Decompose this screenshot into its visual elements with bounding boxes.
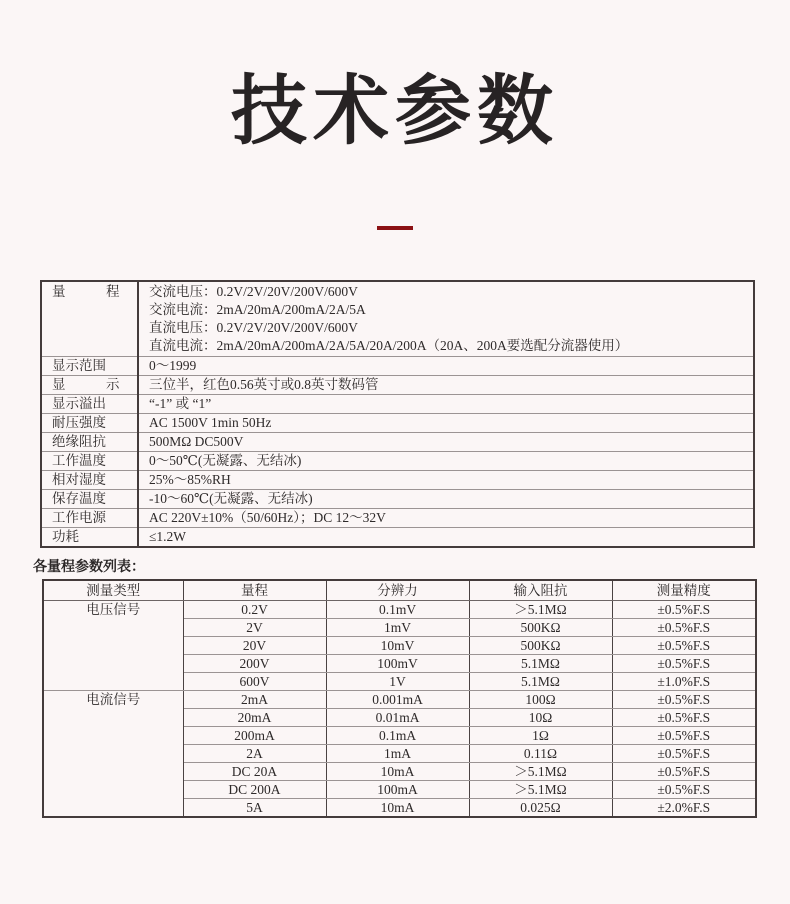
range-header-cell: 量程 (183, 580, 326, 601)
range-cell: 200mA (183, 727, 326, 745)
spec-value (138, 357, 754, 376)
range-cell: 0.01mA (326, 709, 469, 727)
spec-row (41, 433, 754, 452)
range-cell: 100Ω (469, 691, 612, 709)
range-cell: ±0.5%F.S (612, 619, 756, 637)
range-header-cell: 测量类型 (43, 580, 183, 601)
range-row (43, 601, 756, 619)
spec-row (41, 357, 754, 376)
range-header-cell: 输入阻抗 (469, 580, 612, 601)
spec-value-line: -10～60℃(无凝露、无结冰) (149, 491, 313, 506)
spec-value-line: 交流电压：0.2V/2V/20V/200V/600V (149, 284, 358, 299)
range-cell: ＞5.1MΩ (469, 763, 612, 781)
range-cell: 20V (183, 637, 326, 655)
range-cell: ±0.5%F.S (612, 655, 756, 673)
range-cell: 600V (183, 673, 326, 691)
spec-row (41, 509, 754, 528)
spec-row (41, 471, 754, 490)
spec-label: 耐压强度 (41, 414, 138, 433)
spec-value-line: 0～50℃(无凝露、无结冰) (149, 453, 302, 468)
range-cell: 1V (326, 673, 469, 691)
range-cell: 5.1MΩ (469, 655, 612, 673)
spec-value-line: 0～1999 (149, 358, 197, 373)
range-cell: 0.1mV (326, 601, 469, 619)
range-table-caption: 各量程参数列表： (33, 560, 145, 575)
range-table (42, 579, 757, 818)
range-header-cell: 分辨力 (326, 580, 469, 601)
range-cell: ±0.5%F.S (612, 691, 756, 709)
spec-value (138, 452, 754, 471)
range-cell: 0.025Ω (469, 799, 612, 818)
spec-row (41, 528, 754, 548)
range-cell: ±0.5%F.S (612, 763, 756, 781)
range-cell: 10Ω (469, 709, 612, 727)
range-cell: 0.001mA (326, 691, 469, 709)
spec-label: 显 示 (41, 376, 138, 395)
spec-value-line: 500MΩ DC500V (149, 434, 244, 449)
spec-row (41, 490, 754, 509)
range-cell: 2mA (183, 691, 326, 709)
spec-value-line: “-1” 或 “1” (149, 396, 212, 411)
spec-label: 保存温度 (41, 490, 138, 509)
range-cell: 1mV (326, 619, 469, 637)
spec-row (41, 452, 754, 471)
spec-value (138, 281, 754, 357)
range-cell: 0.11Ω (469, 745, 612, 763)
range-cell: 2A (183, 745, 326, 763)
range-cell: ±0.5%F.S (612, 727, 756, 745)
range-cell: 0.2V (183, 601, 326, 619)
spec-row (41, 281, 754, 357)
range-cell: 500KΩ (469, 619, 612, 637)
spec-value-line: 直流电流：2mA/20mA/200mA/2A/5A/20A/200A（20A、200A要选配分流器使用） (149, 338, 629, 353)
spec-label: 工作电源 (41, 509, 138, 528)
spec-row (41, 414, 754, 433)
range-cell: 500KΩ (469, 637, 612, 655)
spec-value-line: AC 1500V 1min 50Hz (149, 415, 272, 430)
range-type-cell: 电压信号 (43, 601, 183, 691)
spec-value (138, 490, 754, 509)
range-cell: 0.1mA (326, 727, 469, 745)
spec-label: 显示范围 (41, 357, 138, 376)
range-cell: ±0.5%F.S (612, 745, 756, 763)
range-cell: 2V (183, 619, 326, 637)
range-cell: 5.1MΩ (469, 673, 612, 691)
range-cell: 1Ω (469, 727, 612, 745)
spec-label: 绝缘阻抗 (41, 433, 138, 452)
range-header-row (43, 580, 756, 601)
range-cell: ±1.0%F.S (612, 673, 756, 691)
spec-label: 工作温度 (41, 452, 138, 471)
spec-value (138, 509, 754, 528)
range-cell: 5A (183, 799, 326, 818)
range-row (43, 691, 756, 709)
range-cell: ±0.5%F.S (612, 637, 756, 655)
range-cell: 10mA (326, 763, 469, 781)
red-dash-divider (377, 226, 413, 230)
spec-label: 显示溢出 (41, 395, 138, 414)
range-cell: ＞5.1MΩ (469, 601, 612, 619)
range-cell: 200V (183, 655, 326, 673)
range-cell: ＞5.1MΩ (469, 781, 612, 799)
range-cell: ±0.5%F.S (612, 601, 756, 619)
spec-value (138, 471, 754, 490)
spec-value (138, 414, 754, 433)
range-cell: 20mA (183, 709, 326, 727)
range-cell: 10mA (326, 799, 469, 818)
page (0, 69, 790, 818)
spec-label: 功耗 (41, 528, 138, 548)
range-cell: 1mA (326, 745, 469, 763)
range-cell: DC 20A (183, 763, 326, 781)
spec-table (40, 280, 755, 548)
spec-value-line: ≤1.2W (149, 529, 187, 544)
spec-row (41, 376, 754, 395)
spec-value-line: 三位半，红色0.56英寸或0.8英寸数码管 (149, 377, 379, 392)
range-cell: 100mV (326, 655, 469, 673)
spec-value-line: 交流电流：2mA/20mA/200mA/2A/5A (149, 302, 366, 317)
range-cell: ±0.5%F.S (612, 709, 756, 727)
range-cell: ±2.0%F.S (612, 799, 756, 818)
spec-row (41, 395, 754, 414)
spec-value-line: AC 220V±10%（50/60Hz）；DC 12～32V (149, 510, 386, 525)
range-cell: 10mV (326, 637, 469, 655)
spec-label: 量 程 (41, 281, 138, 357)
spec-value-line: 直流电压：0.2V/2V/20V/200V/600V (149, 320, 358, 335)
spec-value (138, 376, 754, 395)
spec-value-line: 25%～85%RH (149, 472, 231, 487)
range-cell: DC 200A (183, 781, 326, 799)
spec-value (138, 528, 754, 548)
page-title: 技术参数 (231, 69, 559, 154)
range-cell: ±0.5%F.S (612, 781, 756, 799)
range-cell: 100mA (326, 781, 469, 799)
spec-label: 相对湿度 (41, 471, 138, 490)
spec-value (138, 395, 754, 414)
range-type-cell: 电流信号 (43, 691, 183, 818)
spec-value (138, 433, 754, 452)
range-header-cell: 测量精度 (612, 580, 756, 601)
